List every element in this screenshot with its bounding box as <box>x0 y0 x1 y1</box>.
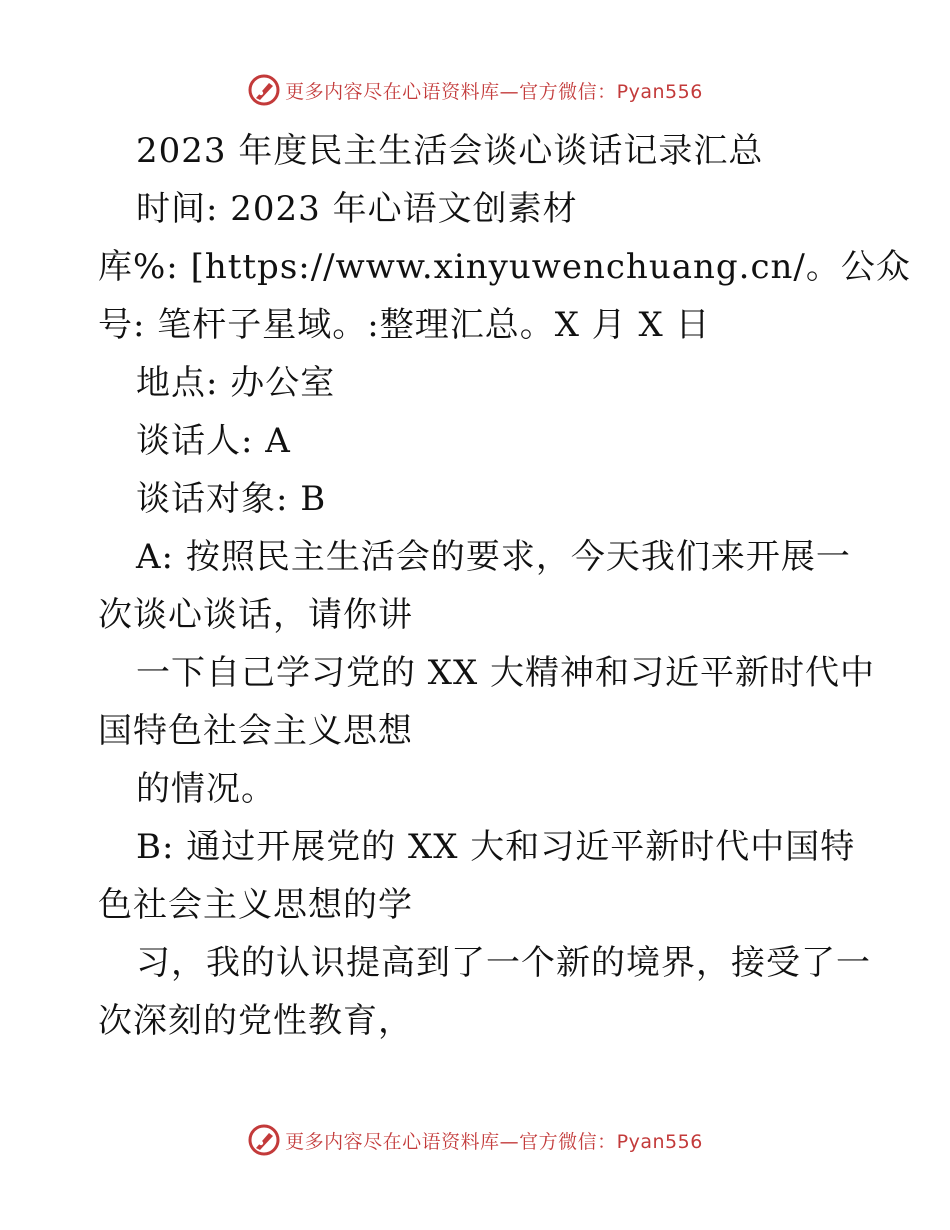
document-line: 国特色社会主义思想 <box>98 711 413 751</box>
header-banner <box>0 70 950 110</box>
document-line: 色社会主义思想的学 <box>98 885 413 925</box>
footer-banner-text: 更多内容尽在心语资料库—官方微信：Pyan556 <box>285 1130 703 1153</box>
document-line: 谈话人: A <box>136 421 291 461</box>
document-line: 时间: 2023 年心语文创素材 <box>136 189 578 229</box>
document-line: A: 按照民主生活会的要求，今天我们来开展一 <box>136 537 851 577</box>
document-line: 地点: 办公室 <box>136 363 336 403</box>
document-body <box>98 122 911 1050</box>
document-line: 次谈心谈话，请你讲 <box>98 595 413 635</box>
document-line: 谈话对象: B <box>136 479 327 519</box>
document-line: 次深刻的党性教育， <box>98 1001 413 1041</box>
document-line: 库%: [https://www.xinyuwenchuang.cn/。公众 <box>98 247 911 287</box>
document-line: 一下自己学习党的 XX 大精神和习近平新时代中 <box>136 653 876 693</box>
header-banner-text: 更多内容尽在心语资料库—官方微信：Pyan556 <box>285 80 703 103</box>
document-line: 习，我的认识提高到了一个新的境界，接受了一 <box>136 943 871 983</box>
document-line: B: 通过开展党的 XX 大和习近平新时代中国特 <box>136 827 856 867</box>
document-line: 的情况。 <box>136 769 276 809</box>
document-line: 号: 笔杆子星域。:整理汇总。X 月 X 日 <box>98 305 711 345</box>
pen-logo-icon <box>247 1123 281 1157</box>
pen-logo-icon <box>247 73 281 107</box>
document-line: 2023 年度民主生活会谈心谈话记录汇总 <box>136 131 764 171</box>
footer-banner <box>0 1120 950 1160</box>
